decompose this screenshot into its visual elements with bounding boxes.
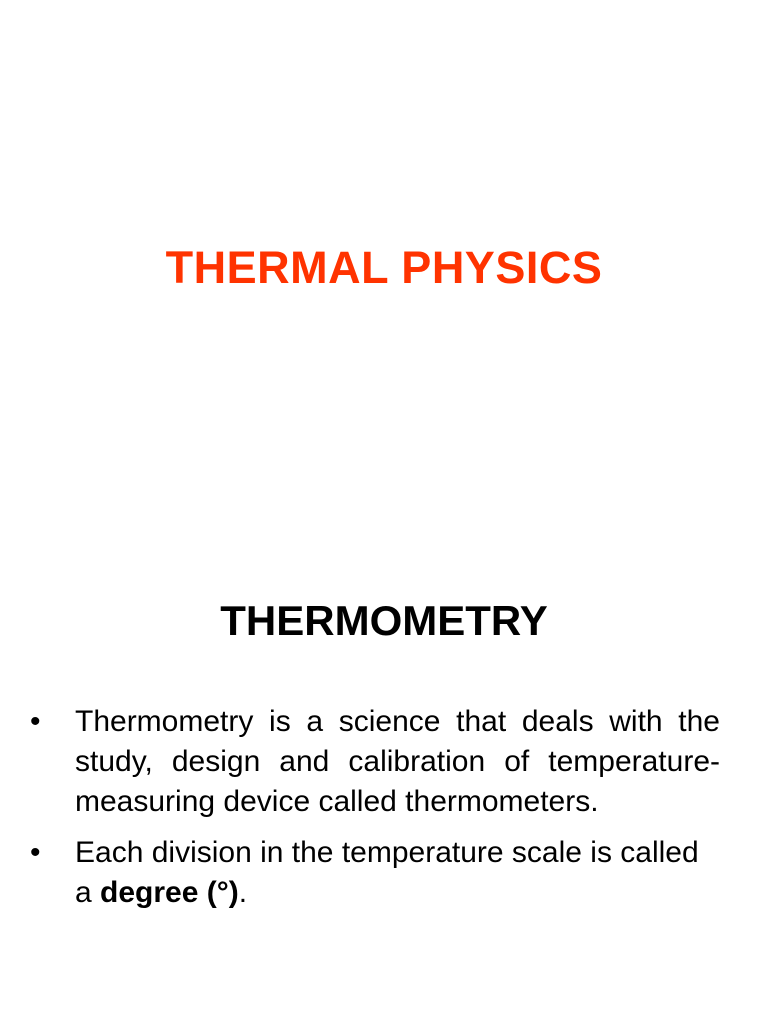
- section-heading: THERMOMETRY: [220, 597, 548, 644]
- bullet-dot-icon: •: [30, 836, 41, 869]
- bullet-text-2-bold: degree (°): [100, 876, 239, 909]
- slide-title: THERMAL PHYSICS: [165, 242, 603, 293]
- bullet-item-1: [30, 702, 720, 822]
- bullet-text-1: Thermometry is a science that deals with the study, design and calibration of temperature-measuring device called thermometers.: [75, 705, 720, 818]
- bullet-dot-icon: •: [30, 705, 41, 738]
- bullet-text-2-before: Each division in the temperature scale is called a: [75, 836, 699, 909]
- bullet-item-2: [30, 833, 720, 913]
- bullet-list: [30, 702, 720, 924]
- bullet-text-2-after: .: [238, 876, 248, 909]
